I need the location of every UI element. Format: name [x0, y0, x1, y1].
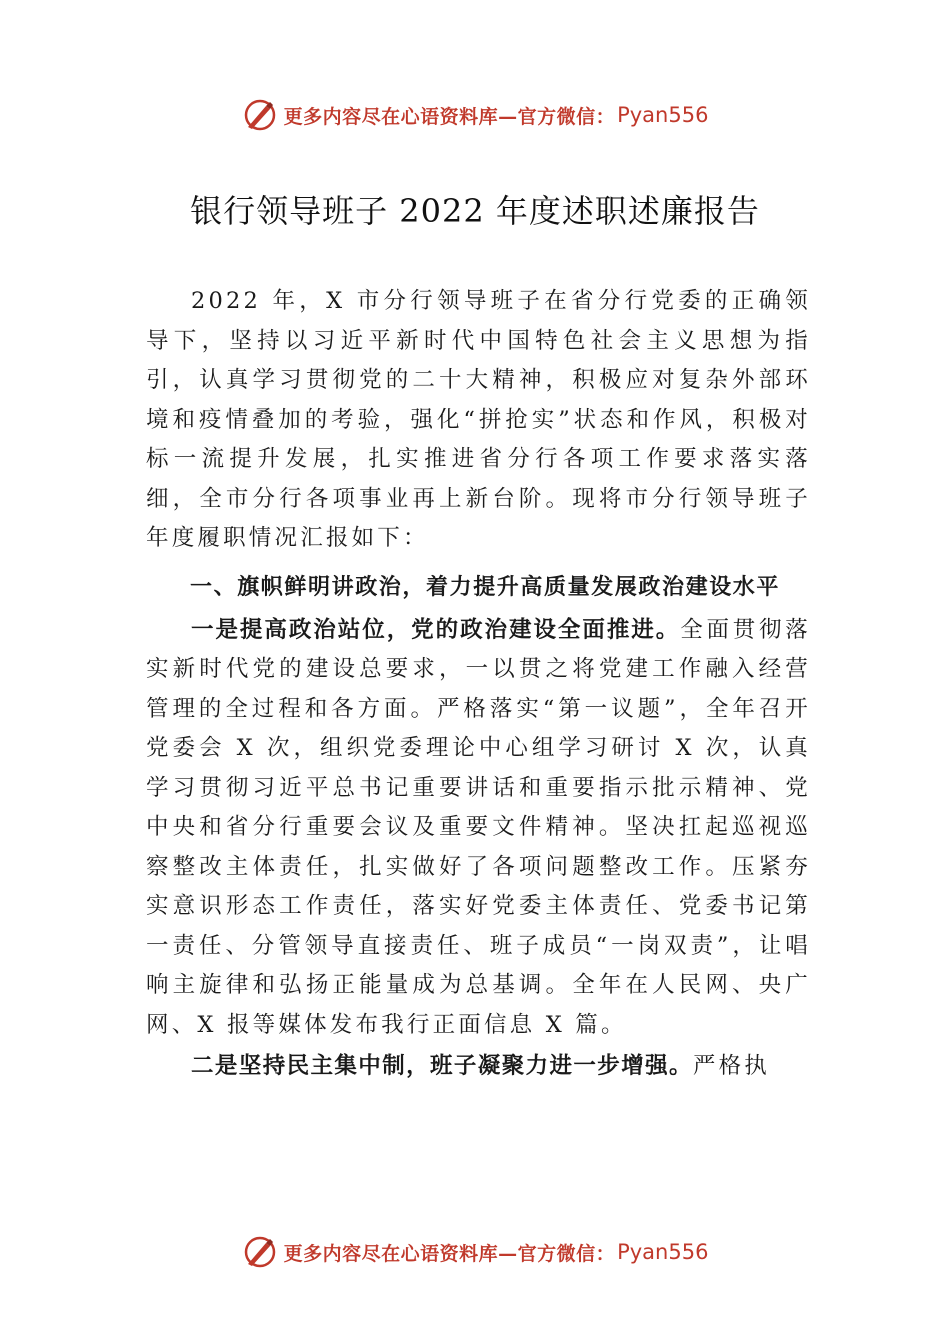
document-body	[146, 282, 811, 1087]
pen-circle-logo-icon	[242, 97, 278, 133]
section-heading: 一、旗帜鲜明讲政治，着力提升高质量发展政治建设水平	[190, 574, 781, 600]
intro-paragraph: 2022 年，X 市分行领导班子在省分行党委的正确领导下，坚持以习近平新时代中国特色社会主义思想为指引，认真学习贯彻党的二十大精神，积极应对复杂外部环境和疫情叠加的考验，强化“拼抢实”状态和作风，积极对标一流提升发展，扎实推进省分行各项工作要求落实落细，全市分行各项事业再上新台阶。现将市分行领导班子年度履职情况汇报如下：	[146, 288, 811, 551]
point-1-lead: 一是提高政治站位，党的政治建设全面推进。	[191, 616, 681, 643]
watermark-text: 更多内容尽在心语资料库—官方微信：	[283, 1242, 616, 1265]
point-2-paragraph	[146, 1047, 811, 1087]
watermark-text: 更多内容尽在心语资料库—官方微信：	[283, 105, 616, 128]
point-2-lead: 二是坚持民主集中制，班子凝聚力进一步增强。	[191, 1053, 693, 1079]
watermark-account: Pyan556	[617, 103, 709, 127]
watermark-header	[0, 95, 950, 135]
point-2-body: 严格执	[692, 1053, 771, 1079]
point-1-paragraph	[146, 611, 811, 1046]
pen-circle-logo-icon	[242, 1234, 278, 1270]
watermark-account: Pyan556	[617, 1240, 709, 1264]
point-1-body: 全面贯彻落实新时代党的建设总要求，一以贯之将党建工作融入经营管理的全过程和各方面。严格落实“第一议题”，全年召开党委会 X 次，组织党委理论中心组学习研讨 X 次，认真学习贯彻习近平总书记重要讲话和重要指示批示精神、党中央和省分行重要会议及重要文件精神。坚决扛起巡视巡察整改主体责任，扎实做好了各项问题整改工作。压紧夯实意识形态工作责任，落实好党委主体责任、党委书记第一责任、分管领导直接责任、班子成员“一岗双责”，让唱响主旋律和弘扬正能量成为总基调。全年在人民网、央广网、X 报等媒体发布我行正面信息 X 篇。	[146, 616, 811, 1038]
document-title: 银行领导班子 2022 年度述职述廉报告	[190, 192, 760, 230]
watermark-footer	[0, 1232, 950, 1272]
